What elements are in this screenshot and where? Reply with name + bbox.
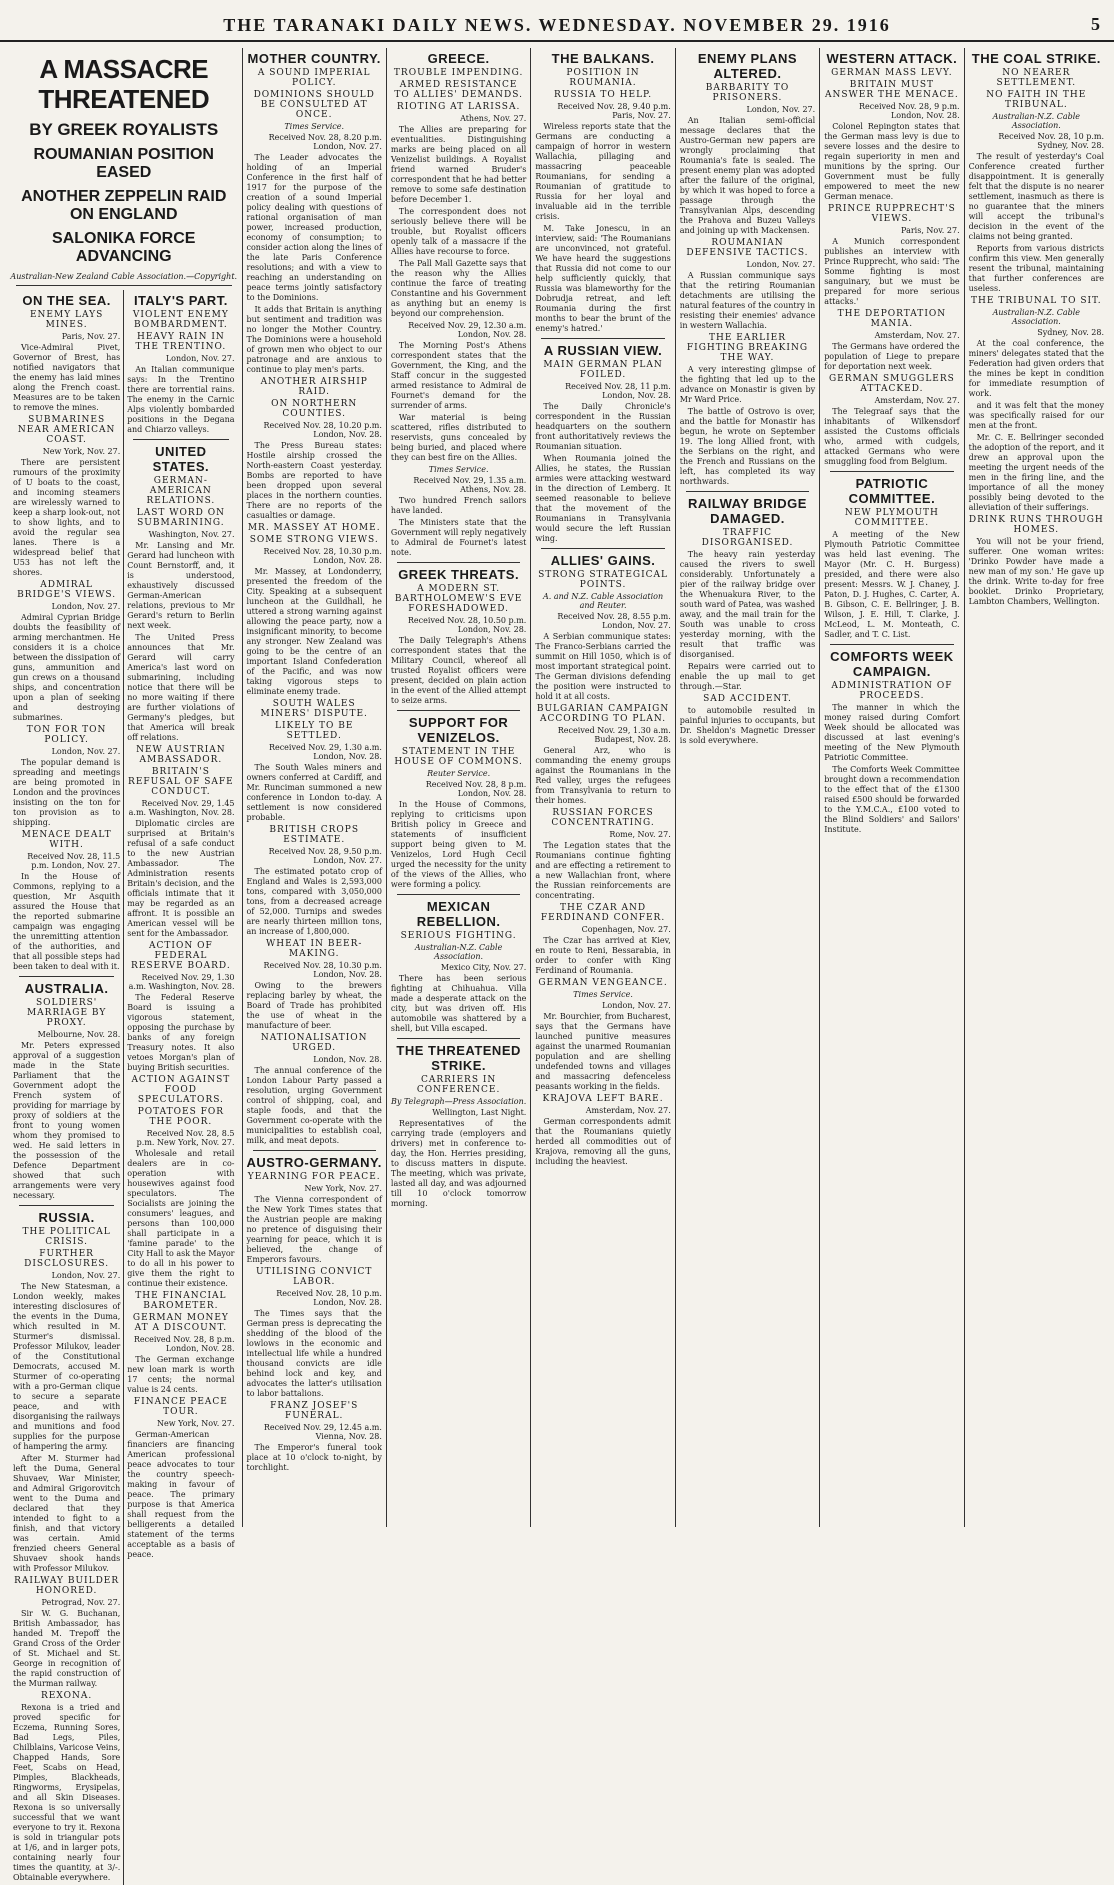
section-heading: RAILWAY BRIDGE DAMAGED.	[687, 496, 807, 526]
dateline: New York, Nov. 27.	[304, 1184, 382, 1193]
section-heading: ITALY'S PART.	[133, 293, 228, 308]
divider	[541, 548, 664, 549]
subheading: NEW AUSTRIAN AMBASSADOR.	[136, 745, 226, 765]
divider	[397, 562, 520, 563]
dateline: Received Nov. 29, 12.30 a.m. London, Nov. 28.	[408, 321, 527, 339]
paragraph: The South Wales miners and owners conferred at Cardiff, and Mr. Runciman summoned a new conference in London to-day. A settlement is now considered probable.	[246, 763, 382, 822]
lead-headline-3: ROUMANIAN POSITION EASED	[33, 146, 214, 181]
section-heading: AUSTRO-GERMANY.	[246, 1155, 382, 1170]
lead-column	[6, 48, 242, 1882]
paragraph: Rexona is a tried and proved specific for Eczema, Running Sores, Bad Legs, Piles, Chilblains, Varicose Veins, Chapped Hands, Sore Feet, Scabs on Head, Pimples, Blackheads, Ringworms, Erysipelas, and all Skin Diseases. Rexona is so universally successful that we want everyone to try it. Rexona is sold in triangular pots at 1/6, and in larger pots, containing nearly four times the quantity, at 3/-. Obtainable everywhere.	[13, 1703, 121, 1882]
subheading: ROUMANIAN DEFENSIVE TACTICS.	[686, 238, 809, 258]
paragraph: Vice-Admiral Pivet, Governor of Brest, has notified navigators that the enemy has laid mines along the French coast. Measures are to be taken to remove the mines.	[13, 343, 121, 412]
source-line: Times Service.	[428, 465, 489, 474]
subheading: KRAJOVA LEFT BARE.	[542, 1094, 664, 1104]
paragraph: War material is being scattered, rifles distributed to reservists, guns concealed by being buried, and placed where they can best fire on the Allies.	[390, 413, 527, 462]
dateline: Received Nov. 29, 1.35 a.m. Athens, Nov. 28.	[413, 476, 527, 494]
dateline: London, Nov. 27.	[51, 1271, 121, 1280]
subheading: TRAFFIC DISORGANISED.	[701, 528, 794, 548]
subheading: STATEMENT IN THE HOUSE OF COMMONS.	[394, 747, 523, 767]
paragraph: The Allies are preparing for eventualities. Distinguishing marks are being placed on all Venizelist buildings. A Royalist friend warned Bruder's correspondent that he had better remove to some safe destination before December 1.	[390, 125, 527, 204]
subheading: THE CZAR AND FERDINAND CONFER.	[540, 903, 666, 923]
dateline: Received Nov. 28, 8.5 p.m. New York, Nov. 27.	[136, 1129, 235, 1147]
dateline: Amsterdam, Nov. 27.	[874, 331, 960, 340]
source-line: Times Service.	[573, 990, 633, 999]
paragraph: The New Statesman, a London weekly, makes interesting disclosures of the events in the Duma, which resulted in M. Sturmer's dismissal. Professor Milukov, leader of the Constitutional Democrats, accused M. Sturmer of co-operating with a pro-German clique to secure a separate peace, and with disorganising the railways and munitions and food supplies for the purpose of hampering the army.	[13, 1282, 121, 1451]
subheading: BULGARIAN CAMPAIGN ACCORDING TO PLAN.	[536, 704, 670, 724]
columns	[6, 48, 1108, 1882]
paragraph: General Arz, who is commanding the enemy groups against the Roumanians in the Red valley, urges the refugees from Transylvania to return to their homes.	[535, 746, 671, 805]
masthead	[0, 0, 1114, 42]
paragraph: The Daily Telegraph's Athens correspondent states that the Military Council, whereof all trusted Royalist officers were present, decided on plain action in the event of the Allied attempt to seize arms.	[390, 636, 527, 705]
lead-headline-2: BY GREEK ROYALISTS	[29, 120, 219, 139]
paragraph: The Germans have ordered the population of Liege to prepare for deportation next week.	[824, 342, 960, 371]
section-heading: UNITED STATES.	[152, 444, 210, 474]
paragraph: At the coal conference, the miners' delegates stated that the Federation had given orders that the mines be kept in condition for immediate resumption of work.	[968, 339, 1105, 398]
paragraph: Wholesale and retail dealers are in co-operation with housewives against food speculators. The Socialists are joining the consumers' leagues, and persons than 100,000 shall participate in a 'famine parade' to the City Hall to ask the Mayor to do all in his power to give them the right to continue their existence.	[127, 1149, 235, 1288]
paragraph: German-American financiers are financing American professional peace advocates to tour the country speech-making in favour of peace. The primary purpose is that America shall request from the belligerents a detailed statement of the terms acceptable as a basis of peace.	[127, 1430, 235, 1559]
subheading: FRANZ JOSEF'S FUNERAL.	[270, 1401, 359, 1421]
subheading: RUSSIAN FORCES CONCENTRATING.	[551, 808, 655, 828]
section-heading: COMFORTS WEEK CAMPAIGN.	[830, 649, 954, 679]
section-heading: THE THREATENED STRIKE.	[396, 1043, 521, 1073]
subheading: TROUBLE IMPENDING.	[393, 68, 524, 78]
lead-headline-main: A MASSACRE THREATENED	[38, 54, 210, 114]
subheading: THE EARLIER FIGHTING BREAKING THE WAY.	[686, 333, 809, 363]
paragraph: Mr. Peters expressed approval of a suggestion made in the State Parliament that the Government adopt the French system of providing for marriage by proxy of soldiers at the front to young women whom they promised to wed. He said letters in the possession of the Defence Department showed that such arrangements were very necessary.	[13, 1041, 121, 1200]
subheading: YEARNING FOR PEACE.	[247, 1172, 381, 1182]
paragraph: After M. Sturmer had left the Duma, General Shuvaev, War Minister, and Admiral Grigorovitch went to the Duma and declared that they intended to fight to a finish, and that victory was certain. Amid frenzied cheers General Shuvaev shook hands with Professor Milukov.	[13, 1454, 121, 1573]
subheading: GERMAN VENGEANCE.	[538, 978, 668, 988]
column-8	[964, 48, 1108, 1527]
subheading: BRITISH CROPS ESTIMATE.	[269, 825, 360, 845]
subheading: CARRIERS IN CONFERENCE.	[416, 1075, 501, 1095]
lead-credit: Australian-New Zealand Cable Association.—Copyright.	[10, 272, 238, 281]
section-heading: ALLIES' GAINS.	[550, 553, 656, 568]
paragraph: and it was felt that the money was specifically raised for our men at the front.	[968, 401, 1105, 430]
paragraph: In the House of Commons, replying to criticisms upon British policy in Greece and statements of insufficient support being given to M. Venizelos, Lord Hugh Cecil urged the necessity for the unity of the views of the Allies, who were forming a policy.	[390, 800, 527, 889]
column-5	[530, 48, 674, 1527]
source-line: By Telegraph—Press Association.	[391, 1097, 527, 1106]
dateline: Received Nov. 29, 1.30 a.m. London, Nov. 28.	[268, 743, 382, 761]
section-heading: GREECE.	[427, 51, 490, 66]
paragraph: Repairs were carried out to enable the up mail to get through.—Star.	[679, 662, 816, 691]
subheading: GERMAN MASS LEVY.	[831, 68, 953, 78]
dateline: Sydney, Nov. 28.	[1037, 328, 1105, 337]
dateline: Received Nov. 28, 8 p.m. London, Nov. 28.	[425, 780, 527, 798]
subheading: SAD ACCIDENT.	[703, 694, 792, 704]
paragraph: The Pall Mall Gazette says that the reason why the Allies continue the farce of treating Constantine and his Government as anything but an enemy is beyond our comprehension.	[390, 259, 527, 318]
subheading: SOLDIERS' MARRIAGE BY PROXY.	[26, 998, 107, 1028]
subheading: SOUTH WALES MINERS' DISPUTE.	[260, 699, 368, 719]
dateline: Washington, Nov. 27.	[148, 530, 235, 539]
subheading: SUBMARINES NEAR AMERICAN COAST.	[17, 415, 116, 445]
divider	[397, 894, 520, 895]
subheading: BARBARITY TO PRISONERS.	[705, 83, 790, 103]
subheading: PRINCE RUPPRECHT'S VIEWS.	[828, 204, 956, 224]
subheading: UTILISING CONVICT LABOR.	[256, 1267, 373, 1287]
dateline: Amsterdam, Nov. 27.	[874, 396, 960, 405]
subheading: RAILWAY BUILDER HONORED.	[14, 1576, 120, 1596]
source-line: Australian-N.Z. Cable Association.	[414, 943, 503, 961]
dateline: Received Nov. 28, 10.30 p.m. London, Nov. 28.	[263, 547, 382, 565]
section-heading: AUSTRALIA.	[24, 981, 109, 996]
subheading: MR. MASSEY AT HOME.	[247, 523, 381, 533]
dateline: Received Nov. 28, 10.30 p.m. London, Nov. 28.	[263, 961, 382, 979]
paragraph: M. Take Jonescu, in an interview, said: 'The Roumanians are unconvinced, not grateful. We have heard the suggestions that Russia did not come to our help sufficiently quickly, that Russia was blameworthy for the Dobrudja retreat, and left Roumania during the first months to bear the brunt of the enemy's hatred.'	[535, 224, 671, 333]
subheading: ACTION AGAINST FOOD SPECULATORS.	[131, 1075, 231, 1105]
subheading: VIOLENT ENEMY BOMBARDMENT.	[132, 310, 229, 330]
subheading: SOME STRONG VIEWS.	[249, 535, 379, 545]
subheading: THE DEPORTATION MANIA.	[837, 309, 947, 329]
subheading: DRINK RUNS THROUGH HOMES.	[968, 515, 1104, 535]
dateline: Received Nov. 28, 8.55 p.m. London, Nov. 27.	[557, 612, 671, 630]
section-heading: GREEK THREATS.	[398, 567, 520, 582]
paragraph: A very interesting glimpse of the fighting that led up to the advance on Monastir is given by Mr Ward Price.	[679, 365, 816, 404]
subheading: LIKELY TO BE SETTLED.	[274, 721, 354, 741]
dateline: Received Nov. 28, 8 p.m. London, Nov. 28.	[133, 1335, 235, 1353]
subheading: THE FINANCIAL BAROMETER.	[135, 1291, 227, 1311]
divider	[830, 644, 953, 645]
subheading: WHEAT IN BEER-MAKING.	[266, 939, 363, 959]
dateline: Received Nov. 28, 10.50 p.m. London, Nov. 28.	[407, 616, 527, 634]
paragraph: The result of yesterday's Coal Conference created further disappointment. It is generally felt that the dispute is no nearer settlement, inasmuch as there is no guarantee that the miners will accept the tribunal's decision in the event of the claims not being granted.	[968, 152, 1105, 241]
divider	[253, 1150, 376, 1151]
paragraph: A meeting of the New Plymouth Patriotic Committee was held last evening. The Mayor (Mr. C. H. Burgess) presided, and there were also present: Messrs. W. J. Chaney, J. Paton, D. J. Hughes, C. Carter, A. B. Gibson, C. E. Bellringer, J. B. Wilson, J. E. Hill, T. Clarke, J. McLeod, L. M. Monteath, C. Sadler, and T. C. List.	[824, 530, 960, 639]
dateline: London, Nov. 27.	[602, 1001, 671, 1010]
paragraph: There has been serious fighting at Chihuahua. Villa made a desperate attack on the city, but was driven off. His automobile was shattered by a shell, but Villa escaped.	[390, 974, 527, 1033]
dateline: Received Nov. 29, 1.30 a.m. Budapest, Nov. 28.	[557, 726, 671, 744]
paragraph: Wireless reports state that the Germans are conducting a campaign of horror in western Wallachia, pillaging and massacring peaceable Roumanians, for sending a Roumanian of gratitude to Russia for her loyal and invaluable aid in the terrible crisis.	[535, 122, 671, 221]
paragraph: Mr. Bourchier, from Bucharest, says that the Germans have launched punitive measures against the unarmed Roumanian population and are shelling undefended towns and villages and massacring defenceless peasants working in the fields.	[535, 1012, 671, 1091]
paragraph: An Italian semi-official message declares that the Austro-German new papers are wrongly proclaiming that Roumania's fate is sealed. The present enemy plan was adopted after the failure of the original, by which it was hoped to force a passage through the Transylvanian Alps, descending the Prahova and Buzeu Valleys and joining up with Mackensen.	[679, 116, 816, 235]
paragraph: Mr. C. E. Bellringer seconded the adoption of the report, and it drew an approval upon the meeting the urgent needs of the men in the firing line, and the importance of all the money possibly being devoted to the alleviation of their sufferings.	[968, 433, 1105, 512]
dateline: London, Nov. 27.	[51, 747, 121, 756]
subheading: BRITAIN MUST ANSWER THE MENACE.	[825, 80, 959, 100]
subheading: NO FAITH IN THE TRIBUNAL.	[986, 90, 1087, 110]
subheading: POTATOES FOR THE POOR.	[137, 1107, 225, 1127]
section-heading: WESTERN ATTACK.	[826, 51, 958, 66]
subheading: TON FOR TON POLICY.	[26, 725, 107, 745]
paragraph: The Emperor's funeral took place at 10 o'clock to-night, by torchlight.	[246, 1443, 382, 1472]
source-line: Times Service.	[284, 122, 345, 131]
dateline: Received Nov. 28, 11 p.m. London, Nov. 28.	[565, 382, 671, 400]
dateline: London, Nov. 27.	[165, 354, 235, 363]
paragraph: It adds that Britain is anything but sentiment and tradition was no longer the Mother Country. The Dominions were a household of grown men who object to our patronage and are anxious to continue to play men's parts.	[246, 305, 382, 374]
dateline: London, Nov. 27.	[746, 105, 816, 114]
column-2	[123, 290, 237, 1885]
paragraph: Two hundred French sailors have landed.	[390, 496, 527, 515]
paragraph: The Telegraaf says that the inhabitants of Wilkensdorf assisted the Customs officials who, armed with cudgels, attacked Germans who were smuggling food from Belgium.	[824, 407, 960, 466]
dateline: Athens, Nov. 27.	[460, 114, 527, 123]
paragraph: The correspondent does not seriously believe there will be trouble, but Royalist officers openly talk of a massacre if the Allies have recourse to force.	[390, 207, 527, 256]
dateline: Received Nov. 28, 11.5 p.m. London, Nov. 27.	[27, 852, 121, 870]
dateline: Petrograd, Nov. 27.	[41, 1598, 121, 1607]
section-heading: PATRIOTIC COMMITTEE.	[848, 476, 936, 506]
dateline: Paris, Nov. 27.	[61, 332, 121, 341]
paragraph: The popular demand is spreading and meetings are being promoted in London and the provinces insisting on the ton for ton provision as to shipping.	[13, 758, 121, 827]
source-line: Australian-N.Z. Cable Association.	[992, 112, 1081, 130]
dateline: Amsterdam, Nov. 27.	[585, 1106, 671, 1115]
paragraph: The Daily Chronicle's correspondent in the Russian headquarters on the southern front authoritatively reviews the Roumanian situation.	[535, 402, 671, 451]
subheading: NO NEARER SETTLEMENT.	[996, 68, 1077, 88]
dateline: New York, Nov. 27.	[157, 1419, 235, 1428]
column-3	[242, 48, 386, 1527]
paragraph: An Italian communique says: In the Trentino there are torrential rains. The enemy in the Carnic Alps violently bombarded positions in the Degana and Chiarzo valleys.	[127, 365, 235, 434]
subheading: THE TRIBUNAL TO SIT.	[971, 296, 1102, 306]
subheading: HEAVY RAIN IN THE TRENTINO.	[135, 332, 227, 352]
subheading: FURTHER DISCLOSURES.	[24, 1249, 110, 1269]
column-6	[675, 48, 819, 1527]
paragraph: The Vienna correspondent of the New York Times states that the Austrian people are making no pretence of disguising their yearning for peace, which it is believed, the change of Emperors favours.	[246, 1195, 382, 1264]
dateline: Received Nov. 29, 12.45 a.m. Vienna, Nov. 28.	[263, 1423, 382, 1441]
dateline: Received Nov. 28, 9.40 p.m. Paris, Nov. 27.	[557, 102, 671, 120]
section-heading: ON THE SEA.	[22, 293, 111, 308]
paragraph: Colonel Repington states that the German mass levy is due to severe losses and the desire to regain superiority in men and munitions by the spring. Our Government must be fully empowered to meet the new German menace.	[824, 122, 960, 201]
paragraph: Owing to the brewers replacing barley by wheat, the Board of Trade has prohibited the use of wheat in the manufacture of beer.	[246, 981, 382, 1030]
paragraph: The Legation states that the Roumanians continue fighting and are effecting a retirement to a new Wallachian front, where the Russian reinforcements are concentrating.	[535, 841, 671, 900]
section-heading: THE COAL STRIKE.	[971, 51, 1101, 66]
dateline: Received Nov. 29, 1.45 a.m. Washington, Nov. 28.	[128, 799, 235, 817]
source-line: A. and N.Z. Cable Association and Reuter.	[542, 592, 664, 610]
dateline: London, Nov. 28.	[313, 1055, 382, 1064]
dateline: Received Nov. 28, 9.50 p.m. London, Nov. 27.	[268, 847, 382, 865]
dateline: London, Nov. 27.	[51, 602, 121, 611]
paragraph: A Serbian communique states: The Franco-Serbians carried the summit on Hill 1050, which is of most important strategical point. The German divisions defending the position were instructed to hold it at all costs.	[535, 632, 671, 701]
subheading: STRONG STRATEGICAL POINTS.	[538, 570, 668, 590]
dateline: Copenhagen, Nov. 27.	[581, 925, 671, 934]
paragraph: The annual conference of the London Labour Party passed a resolution, urging Government control of shipping, coal, and staple foods, and that the Government co-operate with the municipalities to establish coal, milk, and meat depots.	[246, 1066, 382, 1145]
paragraph: German correspondents admit that the Roumanians quietly herded all commodities out of Krajova, removing all the guns, including the heaviest.	[535, 1117, 671, 1166]
paragraph: Mr. Massey, at Londonderry, presented the freedom of the City. Speaking at a subsequent luncheon at the Guildhall, he uttered a strong warning against allowing the peace party, now a insignificant minority, to become any stronger. New Zealand was going to be the centre of an important Island Confederation of the Pacific, and was now taking vigorous steps to eliminate enemy trade.	[246, 567, 382, 696]
paragraph: The battle of Ostrovo is over, and the battle for Monastir has begun, he wrote on September 19. The long Allied front, with the Serbians on the right, and the French and Russians on the left, has completed its way northwards.	[679, 407, 816, 486]
column-4	[386, 48, 530, 1527]
subheading: ARMED RESISTANCE TO ALLIES' DEMANDS.	[394, 80, 523, 100]
dateline: New York, Nov. 27.	[42, 447, 121, 456]
divider	[686, 491, 809, 492]
subheading: GERMAN MONEY AT A DISCOUNT.	[132, 1313, 229, 1333]
divider	[397, 710, 520, 711]
paragraph: Sir W. G. Buchanan, British Ambassador, has handed M. Trepoff the Grand Cross of the Order of St. Michael and St. George in recognition of the rapid construction of the Murman railway.	[13, 1609, 121, 1688]
paragraph: Mr. Lansing and Mr. Gerard had luncheon with Count Bernstorff, and, it is understood, exhaustively discussed German-American relations, previous to Mr Gerard's return to Berlin next week.	[127, 541, 235, 630]
subheading: SERIOUS FIGHTING.	[400, 931, 517, 941]
paragraph: The manner in which the money raised during Comfort Week should be allocated was discussed at last evening's meeting of the New Plymouth Patriotic Committee.	[824, 703, 960, 762]
divider	[541, 338, 664, 339]
subheading: RIOTING AT LARISSA.	[396, 102, 521, 112]
lead-headline-4: ANOTHER ZEPPELIN RAID ON ENGLAND	[21, 188, 227, 223]
dateline: London, Nov. 27.	[746, 260, 816, 269]
subheading: POSITION IN ROUMANIA.	[566, 68, 640, 88]
subheading: ACTION OF FEDERAL RESERVE BOARD.	[131, 941, 231, 971]
dateline: Melbourne, Nov. 28.	[37, 1030, 121, 1039]
paragraph: There are persistent rumours of the proximity of U boats to the coast, and incoming steamers are wirelessly warned to keep a sharp look-out, not to show lights, and to avoid the regular sea lanes. There is a widespread belief that U53 has not left the shores.	[13, 458, 121, 577]
divider	[397, 1038, 520, 1039]
subheading: NEW PLYMOUTH COMMITTEE.	[844, 508, 939, 528]
subheading: ANOTHER AIRSHIP RAID.	[260, 377, 368, 397]
paragraph: The Czar has arrived at Kiev, en route to Reni, Bessarabia, in order to confer with King Ferdinand of Roumania.	[535, 936, 671, 975]
paragraph: The Federal Reserve Board is issuing a vigorous statement, opposing the purchase by banks of any foreign Treasury notes. It also vetoes Morgan's plan of buying British securities.	[127, 993, 235, 1072]
section-heading: ENEMY PLANS ALTERED.	[697, 51, 798, 81]
paragraph: The Press Bureau states: Hostile airship crossed the North-eastern Coast yesterday. Bombs are reported to have been dropped upon several places in the northern counties. There are no reports of the casualties or damage.	[246, 441, 382, 520]
dateline: Received Nov. 28, 8.20 p.m. London, Nov. 27.	[268, 133, 382, 151]
page-number: 5	[1091, 14, 1100, 34]
dateline: Received Nov. 28, 10 p.m. Sydney, Nov. 28.	[998, 132, 1105, 150]
dateline: Paris, Nov. 27.	[901, 226, 960, 235]
paragraph: A Munich correspondent publishes an interview with Prince Rupprecht, who said: 'The Somme fighting is most sanguinary, but we must be prepared for more serious attacks.'	[824, 237, 960, 306]
paragraph: You will not be your friend, sufferer. One woman writes: 'Drinko Powder have made a new man of my son.' He gave up the drink. Write to-day for free booklet. Drinko Proprietary, Lambton Chambers, Wellington.	[968, 537, 1105, 606]
dateline: Rome, Nov. 27.	[609, 830, 671, 839]
column-7	[819, 48, 963, 1527]
paragraph: The Comforts Week Committee brought down a recommendation to the effect that of the £1300 raised £500 should be forwarded to the Y.M.C.A., £100 voted to the Blind Soldiers' and Sailors' Institute.	[824, 765, 960, 834]
divider	[830, 471, 953, 472]
paragraph: In the House of Commons, replying to a question, Mr Asquith assured the House that the reported submarine campaign was engaging the unremitting attention of the authorities, and that all possible steps had been taken to deal with it.	[13, 872, 121, 971]
lead-split	[10, 290, 238, 1885]
subheading: MENACE DEALT WITH.	[21, 830, 112, 850]
subheading: THE POLITICAL CRISIS.	[22, 1227, 111, 1247]
source-line: Reuter Service.	[427, 769, 491, 778]
paragraph: When Roumania joined the Allies, he states, the Russian armies were attacking westward in the direction of Lemberg. It seemed reasonable to believe that the movement of the Roumanians in Transylvania would secure the left Russian wing.	[535, 454, 671, 543]
section-heading: THE BALKANS.	[551, 51, 655, 66]
paragraph: The Ministers state that the Government will reply negatively to Admiral de Fournet's latest note.	[390, 518, 527, 557]
dateline: Wellington, Last Night.	[432, 1108, 527, 1117]
column-1	[10, 290, 123, 1885]
subheading: FINANCE PEACE TOUR.	[133, 1397, 228, 1417]
subheading: GERMAN SMUGGLERS ATTACKED.	[828, 374, 955, 394]
subheading: A MODERN ST. BARTHOLOMEW'S EVE FORESHADOWED.	[394, 584, 523, 614]
subheading: ON NORTHERN COUNTIES.	[271, 399, 358, 419]
section-heading: MEXICAN REBELLION.	[416, 899, 501, 929]
dateline: Received Nov. 28, 10 p.m. London, Nov. 28.	[276, 1289, 382, 1307]
dateline: Mexico City, Nov. 27.	[440, 963, 527, 972]
subheading: REXONA.	[41, 1691, 93, 1701]
subheading: RUSSIA TO HELP.	[553, 90, 653, 100]
paragraph: The heavy rain yesterday caused the rivers to swell considerably. Unfortunately a pier of the railway bridge over the Whenuakura River, to the south ward of Patea, was washed away, and the mail train for the South was unable to cross yesterday morning, with the result that traffic was disorganised.	[679, 550, 816, 659]
paragraph: Admiral Cyprian Bridge doubts the feasibility of arming merchantmen. He considers it is a choice between the dissipation of guns, ammunition and gun crews on a thousand ships, and concentration upon a plan of seeking and destroying submarines.	[13, 613, 121, 722]
subheading: ENEMY LAYS MINES.	[29, 310, 104, 330]
paragraph: The Times says that the German press is deprecating the shedding of the blood of the lowlows in the economic and intellectual life while a hundred thousand convicts are idle behind lock and key, and advocates the latter's utilisation to labor battalions.	[246, 1309, 382, 1398]
subheading: LAST WORD ON SUBMARINING.	[136, 508, 225, 528]
divider	[133, 439, 228, 440]
section-heading: A RUSSIAN VIEW.	[543, 343, 663, 358]
subheading: ADMINISTRATION OF PROCEEDS.	[831, 681, 953, 701]
subheading: NATIONALISATION URGED.	[260, 1033, 368, 1053]
paragraph: The German exchange new loan mark is worth 17 cents; the normal value is 24 cents.	[127, 1355, 235, 1394]
divider	[16, 285, 232, 286]
subheading: ADMIRAL BRIDGE'S VIEWS.	[17, 580, 117, 600]
paragraph: The estimated potato crop of England and Wales is 2,593,000 tons, compared with 3,050,000 tons, from a decreased acreage of 52,000. Turnips and swedes are nearly thirteen million tons, an increase of 1,800,000.	[246, 867, 382, 936]
subheading: BRITAIN'S REFUSAL OF SAFE CONDUCT.	[128, 767, 234, 797]
lead-headline-5: SALONIKA FORCE ADVANCING	[52, 230, 196, 265]
dateline: Received Nov. 28, 10.20 p.m. London, Nov. 28.	[263, 421, 382, 439]
masthead-title: THE TARANAKI DAILY NEWS. WEDNESDAY. NOVEMBER 29. 1916	[223, 15, 891, 35]
paragraph: The United Press announces that Mr. Gerard will carry America's last word on submarining, including notice that there will be no more waiting if there are further violations of Germany's pledges, but that America will break off relations.	[127, 633, 235, 742]
divider	[19, 1205, 114, 1206]
dateline: Received Nov. 29, 1.30 a.m. Washington, Nov. 28.	[128, 973, 235, 991]
divider	[19, 976, 114, 977]
paragraph: Reports from various districts confirm this view. Men generally resent the tribunal, maintaining that further conferences are useless.	[968, 244, 1105, 293]
section-heading: MOTHER COUNTRY.	[247, 51, 381, 66]
section-heading: SUPPORT FOR VENIZELOS.	[408, 715, 509, 745]
paragraph: to automobile resulted in painful injuries to occupants, but Dr. Sheldon's Magnetic Dresser is sold everywhere.	[679, 706, 816, 745]
dateline: Received Nov. 28, 9 p.m. London, Nov. 28.	[858, 102, 960, 120]
paragraph: Diplomatic circles are surprised at Britain's refusal of a safe conduct to the new Austrian Ambassador. The Administration resents Britain's decision, and the officials intimate that it may be regarded as an affront. It is possible an American vessel will be sent for the Ambassador.	[127, 819, 235, 938]
subheading: DOMINIONS SHOULD BE CONSULTED AT ONCE.	[253, 90, 375, 120]
section-heading: RUSSIA.	[38, 1210, 95, 1225]
subheading: A SOUND IMPERIAL POLICY.	[257, 68, 371, 88]
paragraph: A Russian communique says that the retiring Roumanian detachments are utilising the natural features of the country in resisting their enemies' advance in western Wallachia.	[679, 271, 816, 330]
paragraph: The Morning Post's Athens correspondent states that the Government, the King, and the Staff concur in the suggested armed resistance to Admiral de Fournet's demand for the surrender of arms.	[390, 341, 527, 410]
subheading: GERMAN-AMERICAN RELATIONS.	[146, 476, 216, 506]
paragraph: Representatives of the carrying trade (employers and drivers) met in conference to-day, the Hon. Herries presiding, to discuss matters in dispute. The meeting, which was private, lasted all day, and was adjourned till 10 o'clock tomorrow morning.	[390, 1119, 527, 1208]
paragraph: The Leader advocates the holding of an Imperial Conference in the first half of 1917 for the purpose of the creation of a sound Imperial policy dealing with questions of rational organisation of man power, increased production, economy of consumption; to consider action along the lines of the late Paris Conference resolutions; and with a view to reaching an understanding on peace terms jointly satisfactory to the Dominions.	[246, 153, 382, 302]
subheading: MAIN GERMAN PLAN FOILED.	[543, 360, 663, 380]
source-line: Australian-N.Z. Cable Association.	[992, 308, 1081, 326]
